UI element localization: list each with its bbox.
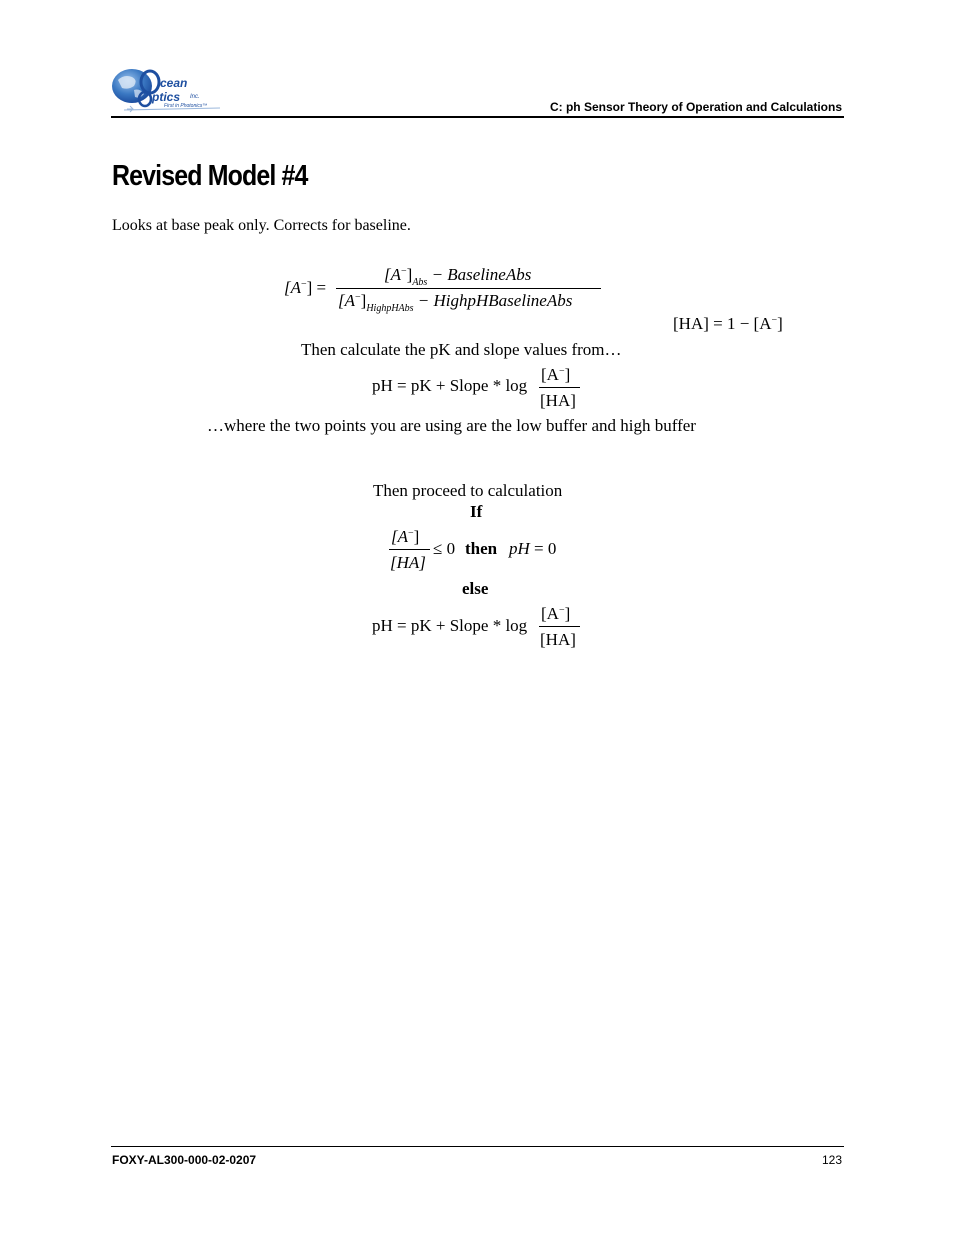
eq1-num-rest: − BaselineAbs xyxy=(427,265,532,284)
logo-word-ocean: cean xyxy=(160,76,188,90)
eq1-denominator xyxy=(338,291,573,314)
eq2-text: [HA] = 1 − [A xyxy=(673,314,772,333)
intro-text: Looks at base peak only. Corrects for baseline. xyxy=(112,217,411,234)
eq4-num-close: ] xyxy=(413,527,420,546)
header-rule xyxy=(111,116,844,118)
eq2-sup: − xyxy=(771,315,778,326)
eq4-numerator xyxy=(391,528,419,545)
eq5-lhs: pH = pK + Slope * log xyxy=(372,616,528,635)
eq4-ph-rest: = 0 xyxy=(529,539,557,558)
eq1-num-sup: − xyxy=(401,266,407,277)
eq1-den-a: [A xyxy=(338,291,355,310)
proceed-text: Then proceed to calculation xyxy=(373,481,563,500)
eq1-num-sub: Abs xyxy=(412,277,428,288)
eq4-fraction-bar xyxy=(389,549,430,550)
where-text: …where the two points you are using are the low buffer and high buffer xyxy=(207,416,696,435)
header-section-title: C: ph Sensor Theory of Operation and Calculations xyxy=(549,100,842,114)
eq2 xyxy=(673,315,783,332)
eq1-fraction-bar xyxy=(336,288,601,289)
eq2-close: ] xyxy=(777,314,783,333)
logo-tagline: First in Photonics™ xyxy=(164,103,208,109)
logo-inc: Inc. xyxy=(190,94,200,100)
eq4-ph: pH xyxy=(509,539,530,558)
eq1-num-a: [A xyxy=(384,265,401,284)
eq1-den-sub: HighpHAbs xyxy=(366,303,414,314)
eq5-denominator: [HA] xyxy=(540,630,576,649)
footer-page-number: 123 xyxy=(821,1153,842,1167)
eq1-lhs-a: [A xyxy=(284,278,301,297)
label-else: else xyxy=(462,579,489,598)
eq5-numerator xyxy=(541,605,570,622)
eq3-denominator: [HA] xyxy=(540,391,576,410)
eq5-fraction-bar xyxy=(539,626,580,627)
eq1-lhs xyxy=(284,279,326,296)
eq1-den-rest: − HighpHBaselineAbs xyxy=(413,291,573,310)
eq1-lhs-sup: − xyxy=(301,279,307,290)
eq4-condition: ≤ 0 xyxy=(433,539,456,558)
ocean-optics-logo xyxy=(110,66,226,114)
eq5-num: [A xyxy=(541,604,559,623)
page-title: Revised Model #4 xyxy=(112,160,308,192)
logo-word-optics: ptics xyxy=(152,90,181,104)
eq4-num: [A xyxy=(391,527,408,546)
eq3-num-close: ] xyxy=(564,365,571,384)
eq5-num-sup: − xyxy=(558,605,565,616)
eq4-then: then xyxy=(465,539,498,558)
eq1-lhs-close: ] = xyxy=(306,278,327,297)
eq3-num-sup: − xyxy=(558,366,565,377)
eq4-num-sup: − xyxy=(408,528,414,539)
label-if: If xyxy=(470,502,483,521)
eq3-num: [A xyxy=(541,365,559,384)
eq3-lhs: pH = pK + Slope * log xyxy=(372,376,528,395)
eq1-numerator xyxy=(384,265,532,288)
eq1-num-close: ] xyxy=(406,265,413,284)
eq4-result xyxy=(509,540,556,557)
eq5-num-close: ] xyxy=(564,604,571,623)
footer-rule xyxy=(111,1146,844,1147)
eq1-den-sup: − xyxy=(355,292,361,303)
eq1-den-close: ] xyxy=(360,291,367,310)
footer-doc-id: FOXY-AL300-000-02-0207 xyxy=(112,1153,257,1167)
eq4-denominator: [HA] xyxy=(390,553,426,572)
eq3-numerator xyxy=(541,366,570,383)
eq3-fraction-bar xyxy=(539,387,580,388)
calc-text: Then calculate the pK and slope values from… xyxy=(301,340,622,359)
